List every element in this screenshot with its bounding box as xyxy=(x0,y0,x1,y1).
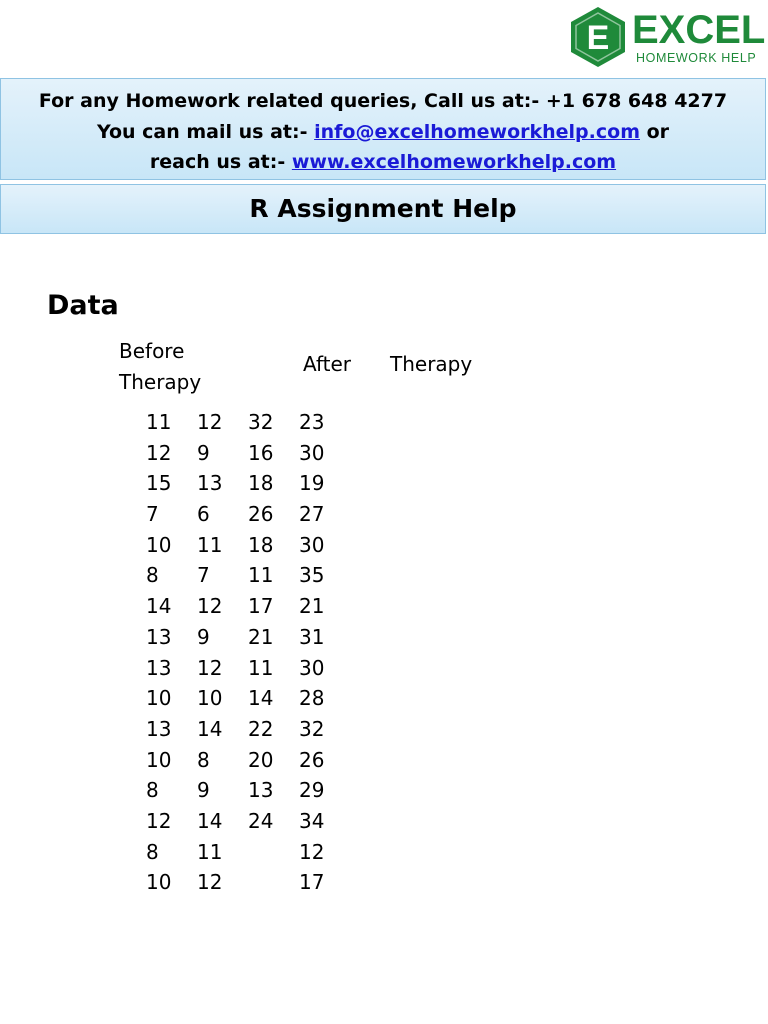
hexagon-logo-icon xyxy=(568,6,628,68)
section-heading: Data xyxy=(47,290,119,321)
table-cell: 18 xyxy=(248,471,274,496)
column-header-before-line1: Before xyxy=(119,339,185,363)
table-cell: 16 xyxy=(248,440,274,465)
table-cell: 9 xyxy=(197,778,210,803)
table-cell: 14 xyxy=(248,686,274,711)
email-prefix: You can mail us at:- xyxy=(96,120,315,143)
table-cell: 8 xyxy=(197,747,210,772)
table-cell: 12 xyxy=(197,410,223,434)
table-cell: 35 xyxy=(299,563,325,588)
contact-email-line xyxy=(1,117,765,148)
table-cell: 10 xyxy=(146,870,172,895)
table-cell: 19 xyxy=(299,471,325,496)
table-cell: 29 xyxy=(299,778,325,803)
logo-tagline: HOMEWORK HELP xyxy=(636,51,757,65)
table-cell: 21 xyxy=(248,624,274,649)
table-cell: 13 xyxy=(146,655,172,680)
email-suffix: or xyxy=(640,120,670,143)
table-cell: 23 xyxy=(299,410,325,434)
table-cell: 14 xyxy=(197,716,223,741)
table-cell: 12 xyxy=(197,870,223,895)
table-cell: 13 xyxy=(146,624,172,649)
table-cell: 8 xyxy=(146,839,159,864)
table-cell: 12 xyxy=(197,594,223,619)
table-cell: 12 xyxy=(146,808,172,833)
table-cell: 8 xyxy=(146,778,159,803)
table-cell: 21 xyxy=(299,594,325,619)
contact-website-line xyxy=(1,147,765,178)
table-cell: 27 xyxy=(299,502,325,527)
table-cell: 26 xyxy=(248,502,274,527)
website-link[interactable]: www.excelhomeworkhelp.com xyxy=(291,151,617,173)
table-cell: 10 xyxy=(146,532,172,557)
column-header-therapy: Therapy xyxy=(390,352,473,376)
table-cell: 9 xyxy=(197,624,210,649)
table-cell: 13 xyxy=(197,471,223,496)
logo-wordmark: EXCEL xyxy=(632,8,766,52)
table-cell: 14 xyxy=(197,808,223,833)
table-cell: 9 xyxy=(197,440,210,465)
table-cell: 17 xyxy=(299,870,325,895)
table-cell: 30 xyxy=(299,532,325,557)
table-cell: 6 xyxy=(197,502,210,527)
table-cell: 10 xyxy=(146,747,172,772)
table-cell: 31 xyxy=(299,624,325,649)
table-cell: 24 xyxy=(248,808,274,833)
table-cell: 26 xyxy=(299,747,325,772)
table-cell: 32 xyxy=(299,716,325,741)
table-cell: 22 xyxy=(248,716,274,741)
table-cell: 12 xyxy=(146,440,172,465)
table-cell: 14 xyxy=(146,594,172,619)
contact-banner xyxy=(0,78,766,180)
table-cell: 11 xyxy=(146,410,172,434)
table-cell: 10 xyxy=(146,686,172,711)
logo-letter: E xyxy=(586,19,610,57)
table-cell: 30 xyxy=(299,440,325,465)
table-cell: 7 xyxy=(146,502,159,527)
page-title: R Assignment Help xyxy=(0,184,766,234)
table-cell: 11 xyxy=(248,563,274,588)
email-link[interactable]: info@excelhomeworkhelp.com xyxy=(314,120,640,143)
table-cell: 7 xyxy=(197,563,210,588)
table-cell: 11 xyxy=(248,655,274,680)
contact-phone-line: For any Homework related queries, Call us at:- +1 678 648 4277 xyxy=(38,90,728,112)
table-cell: 18 xyxy=(248,532,274,557)
column-header-before-line2: Therapy xyxy=(119,370,202,394)
table-cell: 30 xyxy=(299,655,325,680)
table-cell: 13 xyxy=(146,716,172,741)
column-header-before-therapy xyxy=(119,336,201,398)
table-cell: 11 xyxy=(197,532,223,557)
table-cell: 12 xyxy=(197,655,223,680)
table-cell: 34 xyxy=(299,808,325,833)
website-prefix: reach us at:- xyxy=(149,151,292,173)
column-header-after: After xyxy=(303,352,352,376)
table-cell: 20 xyxy=(248,747,274,772)
excel-homework-help-logo[interactable] xyxy=(568,6,764,68)
table-cell: 17 xyxy=(248,594,274,619)
table-cell: 15 xyxy=(146,471,172,496)
table-cell: 8 xyxy=(146,563,159,588)
table-cell: 11 xyxy=(197,839,223,864)
table-cell: 32 xyxy=(248,410,274,434)
table-cell: 12 xyxy=(299,839,325,864)
table-cell: 28 xyxy=(299,686,325,711)
table-cell: 10 xyxy=(197,686,223,711)
table-cell: 13 xyxy=(248,778,274,803)
